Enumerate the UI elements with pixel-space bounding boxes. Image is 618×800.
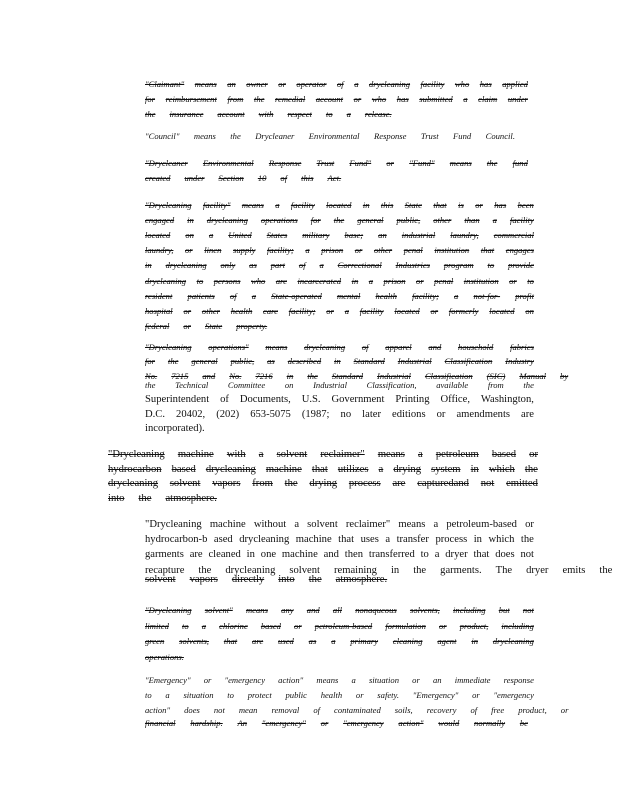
- text-line: for reimbursement from the remedial account or who has submitted a claim under: [145, 94, 528, 104]
- text-line: garments are cleaned in one machine and then transferred to a dryer that does not: [145, 549, 534, 561]
- text-line: "Drycleaning machine without a solvent reclaimer" means a petroleum-based or: [145, 519, 534, 530]
- text-line: "Claimant" means an owner or operator of a drycleaning facility who has applied: [145, 79, 528, 89]
- text-line: located on a United States military base; an industrial laundry, commercial: [145, 230, 534, 241]
- text-line: limited to a chlorine based or petroleum-based formulation or product, including: [145, 620, 534, 631]
- text-line: "Drycleaning facility" means a facility located in this State that is or has been: [145, 200, 534, 210]
- text-line: incorporated).: [145, 422, 205, 434]
- text-line: resident patients of a State-operated mental health facility; a not-for- profit: [145, 290, 534, 301]
- text-line: green solvents, that are used as a primary cleaning agent in drycleaning: [145, 636, 534, 646]
- text-line: in drycleaning only as part of a Correctional Industries program to provide: [145, 260, 534, 271]
- text-line: financial hardship. An "emergency" or "emergency action" would normally be: [145, 718, 528, 728]
- text-line: hospital or other health care facility; or a facility located or formerly located on: [145, 305, 534, 316]
- text-line: "Drycleaner Environmental Response Trust Fund" or "Fund" means the fund: [145, 158, 528, 168]
- text-line: federal or State property.: [145, 320, 268, 331]
- text-line: action" does not mean removal of contaminated soils, recovery of free product, or: [145, 705, 569, 716]
- text-line: solvent vapors directly into the atmosphere.: [145, 574, 388, 585]
- text-line: engaged in drycleaning operations for the general public, other than a facility: [145, 215, 534, 226]
- text-line: "Drycleaning machine with a solvent reclaimer" means a petroleum based or: [108, 449, 538, 460]
- text-line: "Drycleaning solvent" means any and all nonaqueous solvents, including but not: [145, 605, 534, 615]
- text-line: operations.: [145, 651, 184, 662]
- text-line: recapture the drycleaning solvent remaining in the garments. The dryer emits the: [145, 564, 613, 576]
- text-line: D.C. 20402, (202) 653-5075 (1987; no later editions or amendments are: [145, 408, 534, 420]
- text-line: "Drycleaning operations" means drycleaning of apparel and household fabrics: [145, 342, 534, 352]
- text-line: into the atmosphere.: [108, 492, 217, 504]
- text-line: created under Section 10 of this Act.: [145, 173, 342, 183]
- text-line: the insurance account with respect to a release.: [145, 109, 392, 119]
- text-line: hydrocarbon based drycleaning machine that utilizes a drying system in which the: [108, 463, 538, 475]
- text-line: to a situation to protect public health or safety. "Emergency" or "emergency: [145, 690, 534, 701]
- text-line: "Emergency" or "emergency action" means a situation or an immediate response: [145, 675, 534, 685]
- text-line: drycleaning solvent vapors from the drying process are capturedand not emitted: [108, 478, 538, 490]
- text-line: "Council" means the Drycleaner Environmental Response Trust Fund Council.: [145, 131, 515, 141]
- text-line: hydrocarbon-b ased drycleaning machine that uses a transfer process in which the: [145, 534, 534, 546]
- text-line: for the general public, as described in Standard Industrial Classification Industry: [145, 356, 534, 367]
- text-line: Superintendent of Documents, U.S. Government Printing Office, Washington,: [145, 394, 534, 406]
- text-line: drycleaning to persons who are incarcerated in a prison or penal institution or to: [145, 275, 534, 286]
- text-line: laundry, or linen supply facility; a prison or other penal institution that engages: [145, 245, 534, 256]
- text-line: No. 7215 and No. 7216 in the Standard Industrial Classification (SIC) Manual by: [145, 370, 569, 381]
- text-line: the Technical Committee on Industrial Classification, available from the: [145, 380, 534, 390]
